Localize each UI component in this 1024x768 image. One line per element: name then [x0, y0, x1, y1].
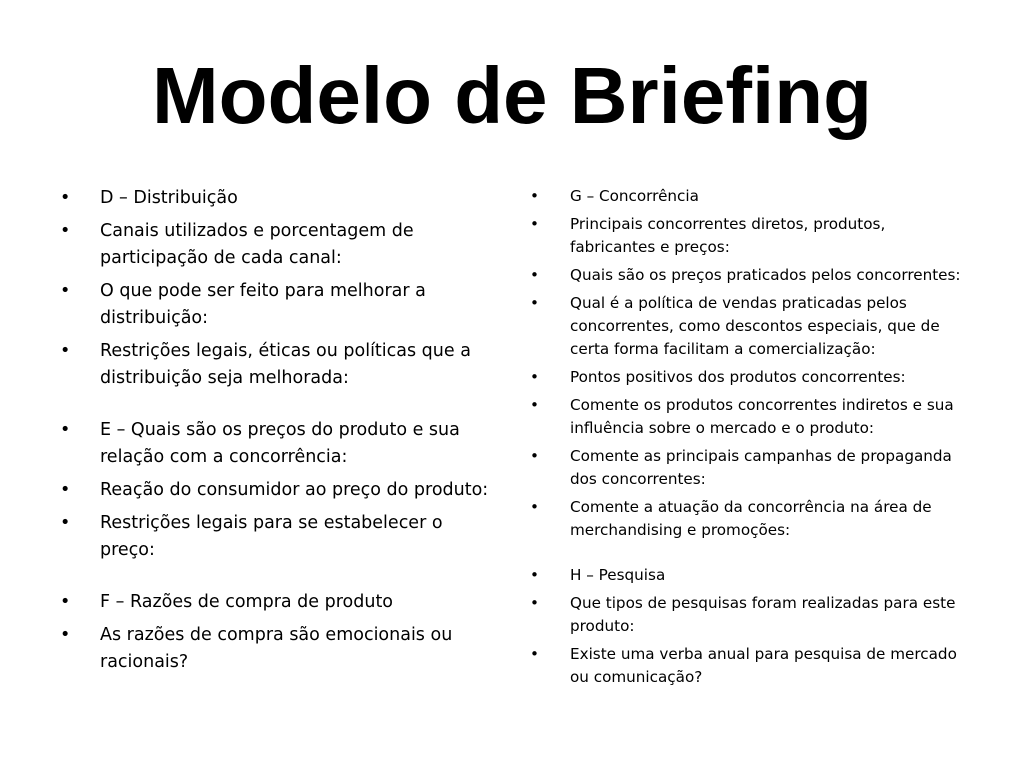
list-item-text: Qual é a política de vendas praticadas pelos concorrentes, como descontos especiais, que de certa forma facilitam a comercialização: — [570, 294, 940, 358]
bullet-icon: • — [530, 266, 539, 284]
list-item-text: Comente os produtos concorrentes indiretos e sua influência sobre o mercado e o produto: — [570, 396, 954, 437]
list-item — [530, 496, 970, 542]
bullet-icon: • — [530, 447, 539, 465]
list-item-text: Restrições legais para se estabelecer o preço: — [100, 513, 443, 560]
bullet-icon: • — [530, 566, 539, 584]
list-item — [60, 278, 490, 332]
bullet-icon: • — [60, 480, 71, 500]
list-item-text: H – Pesquisa — [570, 566, 666, 584]
list-item-text: F – Razões de compra de produto — [100, 592, 394, 612]
list-item-text: Principais concorrentes diretos, produtos, fabricantes e preços: — [570, 215, 886, 256]
bullet-icon: • — [60, 341, 71, 361]
list-item — [530, 564, 970, 587]
list-item-text: As razões de compra são emocionais ou racionais? — [100, 625, 453, 672]
list-item — [530, 592, 970, 638]
bullet-icon: • — [530, 368, 539, 386]
list-item — [60, 477, 490, 504]
bullet-icon: • — [60, 281, 71, 301]
bullet-icon: • — [530, 594, 539, 612]
bullet-icon: • — [530, 187, 539, 205]
bullet-icon: • — [60, 188, 71, 208]
bullet-icon: • — [530, 645, 539, 663]
list-item — [530, 213, 970, 259]
bullet-icon: • — [60, 513, 71, 533]
list-item — [530, 394, 970, 440]
right-bullet-list — [530, 185, 970, 694]
bullet-icon: • — [60, 625, 71, 645]
list-item-text: Canais utilizados e porcentagem de participação de cada canal: — [100, 221, 414, 268]
list-item — [530, 264, 970, 287]
list-item — [530, 445, 970, 491]
bullet-icon: • — [530, 498, 539, 516]
list-item-text: Existe uma verba anual para pesquisa de mercado ou comunicação? — [570, 645, 957, 686]
bullet-icon: • — [530, 396, 539, 414]
slide-title: Modelo de Briefing — [152, 51, 872, 140]
list-item-text: Comente as principais campanhas de propaganda dos concorrentes: — [570, 447, 952, 488]
list-item — [530, 366, 970, 389]
list-item-text: Que tipos de pesquisas foram realizadas para este produto: — [570, 594, 956, 635]
bullet-icon: • — [60, 221, 71, 241]
list-item-text: Reação do consumidor ao preço do produto: — [100, 480, 489, 500]
bullet-icon: • — [60, 592, 71, 612]
list-item-text: Restrições legais, éticas ou políticas que a distribuição seja melhorada: — [100, 341, 471, 388]
list-item — [60, 338, 490, 392]
list-item-text: O que pode ser feito para melhorar a distribuição: — [100, 281, 426, 328]
list-item-text: Quais são os preços praticados pelos concorrentes: — [570, 266, 961, 284]
left-bullet-list — [60, 185, 490, 682]
list-item — [530, 643, 970, 689]
list-item-text: E – Quais são os preços do produto e sua relação com a concorrência: — [100, 420, 460, 467]
list-item — [60, 589, 490, 616]
list-item — [60, 218, 490, 272]
list-item — [60, 417, 490, 471]
list-item — [530, 292, 970, 361]
bullet-icon: • — [60, 420, 71, 440]
list-item-text: G – Concorrência — [570, 187, 699, 205]
list-item — [530, 185, 970, 208]
bullet-icon: • — [530, 215, 539, 233]
list-item-text: D – Distribuição — [100, 188, 238, 208]
list-item-text: Comente a atuação da concorrência na área de merchandising e promoções: — [570, 498, 932, 539]
list-item-text: Pontos positivos dos produtos concorrentes: — [570, 368, 906, 386]
list-item — [60, 622, 490, 676]
list-item — [60, 510, 490, 564]
list-item — [60, 185, 490, 212]
bullet-icon: • — [530, 294, 539, 312]
